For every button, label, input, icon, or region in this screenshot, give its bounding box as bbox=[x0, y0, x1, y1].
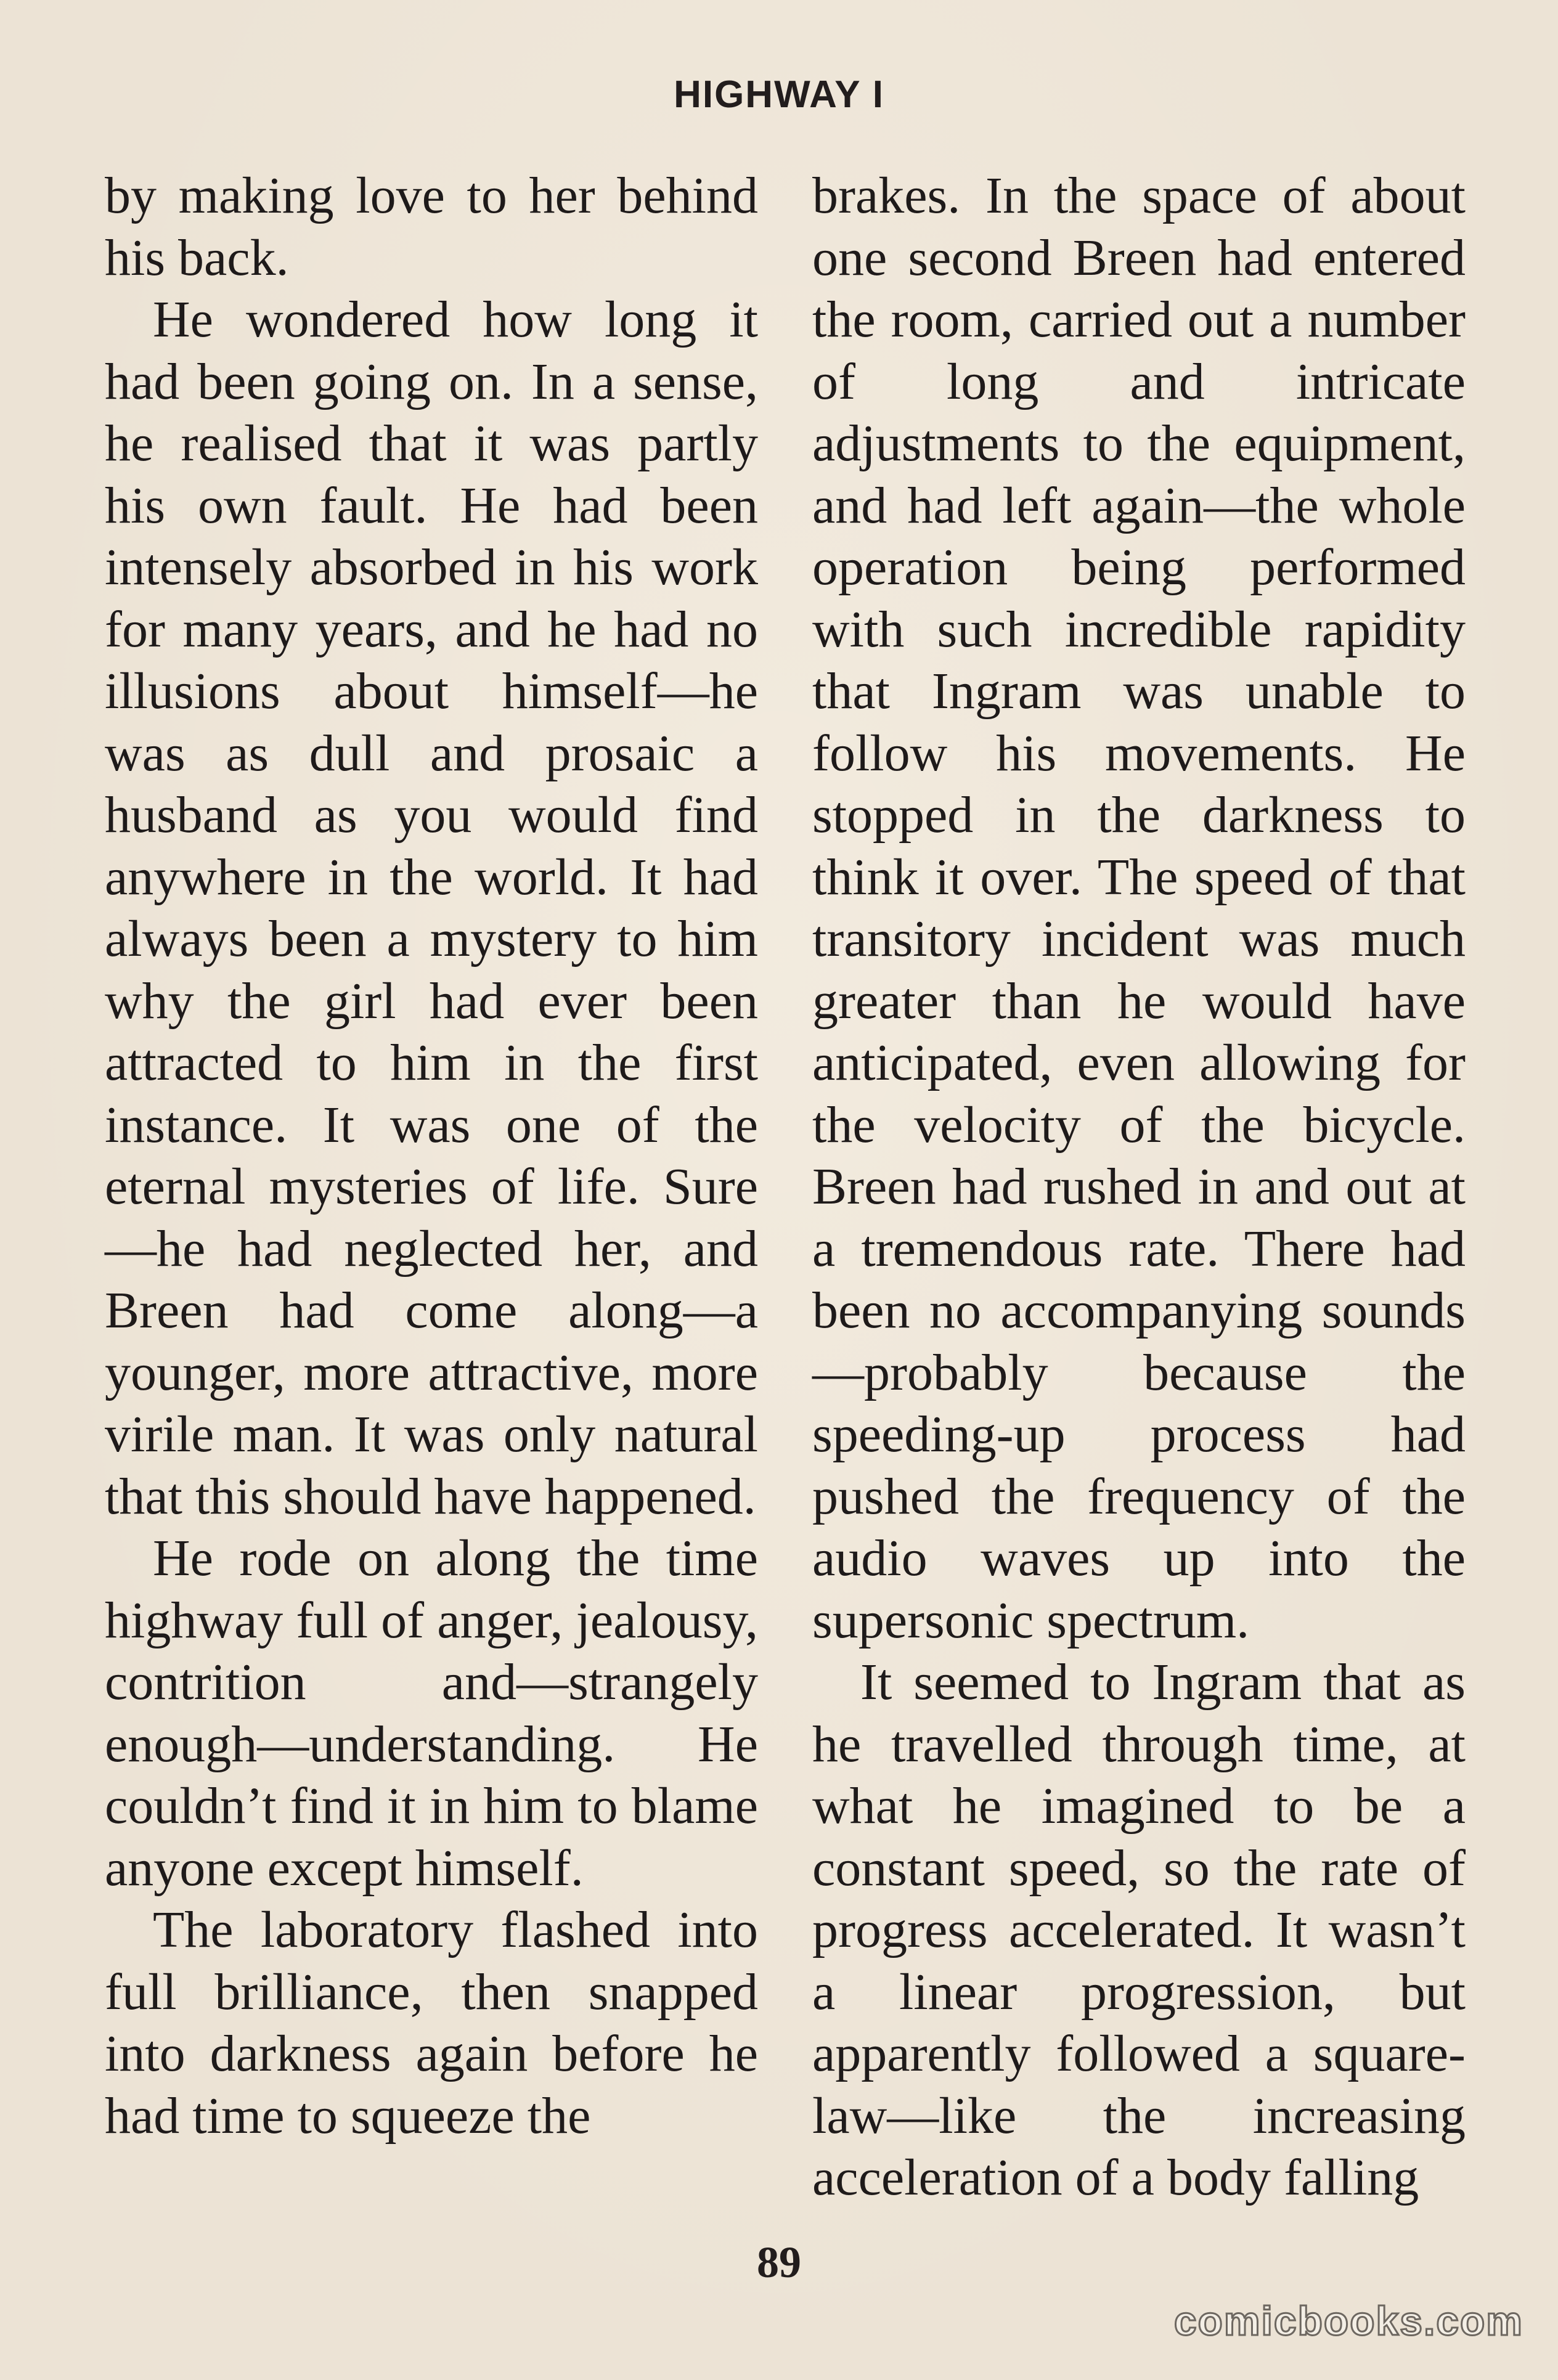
running-title: HIGHWAY I bbox=[674, 73, 884, 116]
paragraph: The laboratory flashed into full brilliance, then snapped into darkness again before he had time to squeeze the bbox=[105, 1901, 758, 2145]
left-column bbox=[105, 165, 758, 2147]
page-number: 89 bbox=[757, 2238, 801, 2287]
watermark: comicbooks.com bbox=[1173, 2298, 1523, 2344]
paragraph: It seemed to Ingram that as he travelled through time, at what he imagined to be a constant speed, so the rate of progress accelerated. It wasn’t a linear progression, but apparently followed a square-law—like the increasing acceleration of a body falling bbox=[812, 1653, 1466, 2206]
paragraph-continued: by making love to her behind his back. bbox=[105, 167, 758, 287]
right-column bbox=[812, 165, 1466, 2209]
paragraph-continued: brakes. In the space of about one second Breen had entered the room, carried out a number of long and intricate adjustments to the equipment, and had left again—the whole operation being performed with such incredible rapidity that Ingram was unable to follow his movements. He stopped in the darkness to think it over. The speed of that transitory incident was much greater than he would have anticipated, even allowing for the velocity of the bicycle. Breen had rushed in and out at a tremendous rate. There had been no accompanying sounds—probably because the speeding-up process had pushed the frequency of the audio waves up into the supersonic spectrum. bbox=[812, 167, 1466, 1649]
paragraph: He rode on along the time highway full of anger, jealousy, contrition and—strangely enough—understanding. He couldn’t find it in him to blame anyone except himself. bbox=[105, 1530, 758, 1897]
paragraph: He wondered how long it had been going on. In a sense, he realised that it was partly his own fault. He had been intensely absorbed in his work for many years, and he had no illusions about himself—he was as dull and prosaic a husband as you would find anywhere in the world. It had always been a mystery to him why the girl had ever been attracted to him in the first instance. It was one of the eternal mysteries of life. Sure—he had neglected her, and Breen had come along—a younger, more attractive, more virile man. It was only natural that this should have happened. bbox=[105, 291, 758, 1525]
